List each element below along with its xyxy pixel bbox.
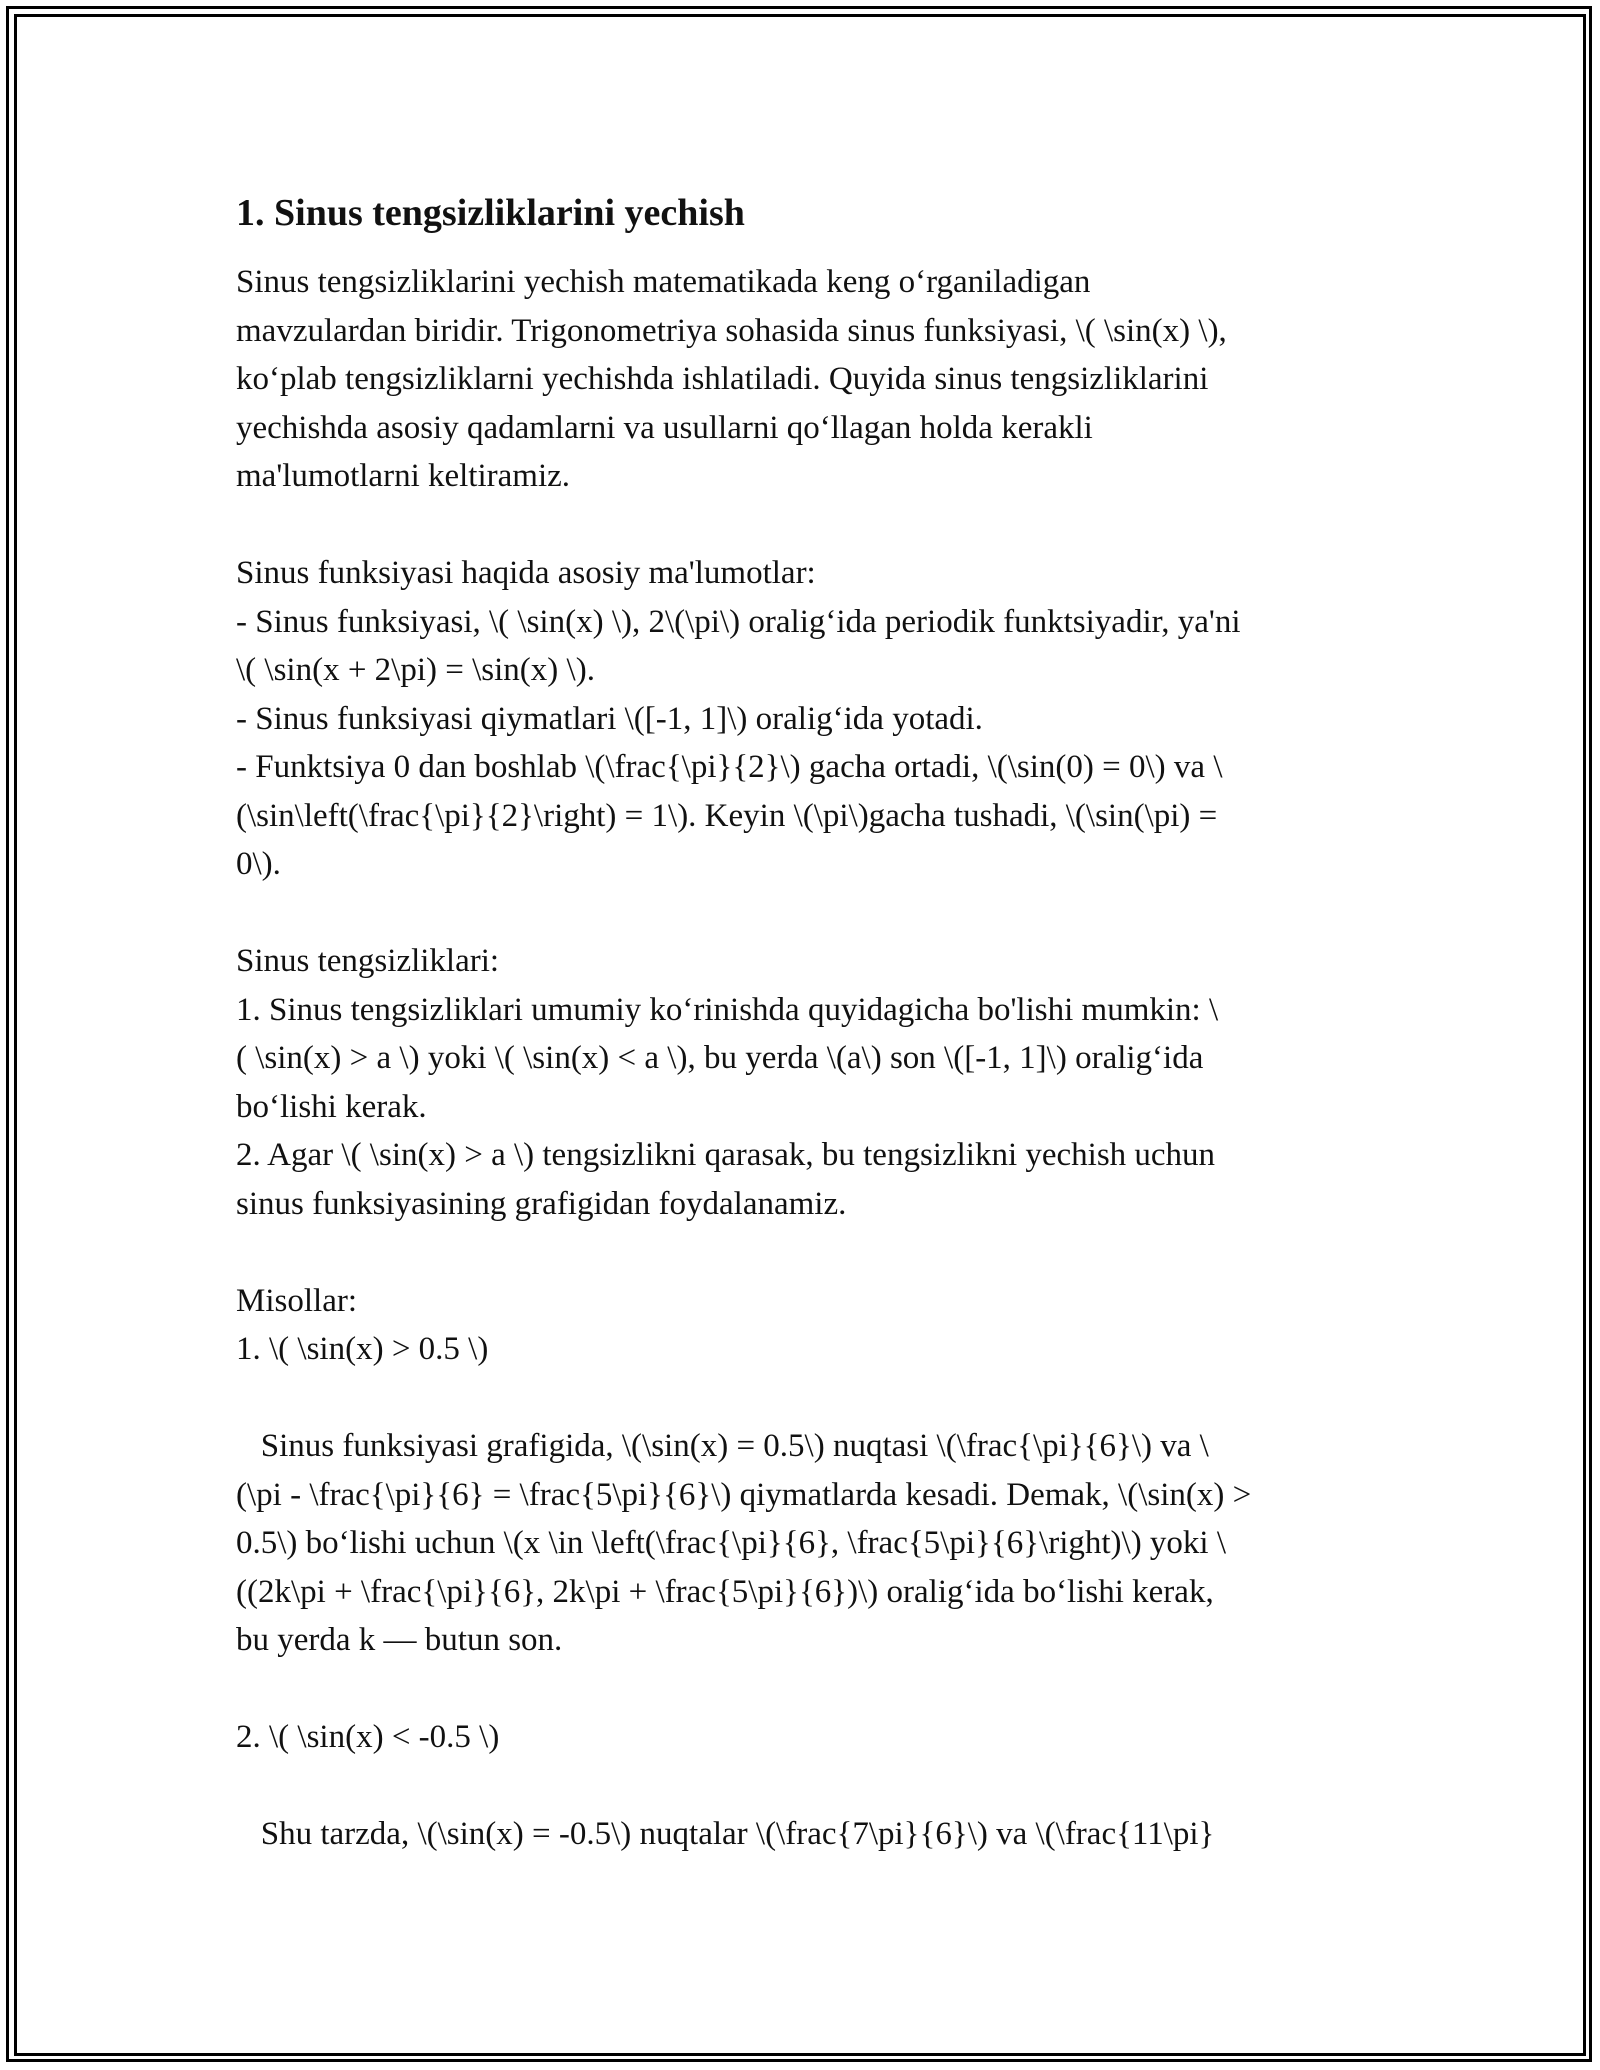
text-line: 0.5\) bo‘lishi uchun \(x \in \left(\frac{\pi}{6}, \frac{5\pi}{6}\right)\) yoki \ xyxy=(236,1525,1227,1561)
text-line: sinus funksiyasining grafigidan foydalanamiz. xyxy=(236,1185,847,1222)
blank-line xyxy=(236,1374,1366,1423)
document-text xyxy=(236,258,1366,1859)
text-line: \( \sin(x + 2\pi) = \sin(x) \). xyxy=(236,652,595,688)
blank-line xyxy=(236,889,1366,938)
text-line: Sinus tengsizliklari: xyxy=(236,943,500,979)
text-line: Sinus tengsizliklarini yechish matematikada keng o‘rganiladigan xyxy=(236,264,1091,300)
blank-line xyxy=(236,1228,1366,1277)
text-line: (\pi - \frac{\pi}{6} = \frac{5\pi}{6}\) qiymatlarda kesadi. Demak, \(\sin(x) > xyxy=(236,1476,1252,1513)
text-line: 1. Sinus tengsizliklari umumiy ko‘rinishda quyidagicha bo'lishi mumkin: \ xyxy=(236,991,1219,1028)
text-line: - Funktsiya 0 dan boshlab \(\frac{\pi}{2}\) gacha ortadi, \(\sin(0) = 0\) va \ xyxy=(236,749,1223,785)
document-title: 1. Sinus tengsizliklarini yechish xyxy=(236,192,745,234)
text-line: bo‘lishi kerak. xyxy=(236,1088,427,1125)
blank-line xyxy=(236,501,1366,550)
text-line: ma'lumotlarni keltiramiz. xyxy=(236,458,571,494)
text-line: - Sinus funksiyasi, \( \sin(x) \), 2\(\pi\) oralig‘ida periodik funktsiyadir, ya'ni xyxy=(236,603,1241,640)
document-body xyxy=(236,182,1366,1859)
text-line: 2. \( \sin(x) < -0.5 \) xyxy=(236,1719,500,1755)
text-line: (\sin\left(\frac{\pi}{2}\right) = 1\). Keyin \(\pi\)gacha tushadi, \(\sin(\pi) = xyxy=(236,797,1218,834)
text-line: Misollar: xyxy=(236,1282,357,1319)
text-line: Shu tarzda, \(\sin(x) = -0.5\) nuqtalar \(\frac{7\pi}{6}\) va \(\frac{11\pi} xyxy=(236,1816,1215,1852)
text-line: ( \sin(x) > a \) yoki \( \sin(x) < a \), bu yerda \(a\) son \([-1, 1]\) oralig‘ida xyxy=(236,1040,1204,1076)
text-line: mavzulardan biridir. Trigonometriya sohasida sinus funksiyasi, \( \sin(x) \), xyxy=(236,312,1227,349)
text-line: 1. \( \sin(x) > 0.5 \) xyxy=(236,1331,489,1367)
text-line: bu yerda k — butun son. xyxy=(236,1622,563,1658)
text-line: ((2k\pi + \frac{\pi}{6}, 2k\pi + \frac{5\pi}{6})\) oralig‘ida bo‘lishi kerak, xyxy=(236,1573,1214,1610)
text-line: Sinus funksiyasi grafigida, \(\sin(x) = 0.5\) nuqtasi \(\frac{\pi}{6}\) va \ xyxy=(236,1428,1209,1464)
text-line: 0\). xyxy=(236,846,281,882)
blank-line xyxy=(236,1665,1366,1714)
text-line: ko‘plab tengsizliklarni yechishda ishlatiladi. Quyida sinus tengsizliklarini xyxy=(236,361,1209,397)
blank-line xyxy=(236,1762,1366,1811)
text-line: Sinus funksiyasi haqida asosiy ma'lumotlar: xyxy=(236,555,816,591)
text-line: - Sinus funksiyasi qiymatlari \([-1, 1]\) oralig‘ida yotadi. xyxy=(236,700,983,737)
text-line: yechishda asosiy qadamlarni va usullarni qo‘llagan holda kerakli xyxy=(236,409,1093,446)
text-line: 2. Agar \( \sin(x) > a \) tengsizlikni qarasak, bu tengsizlikni yechish uchun xyxy=(236,1137,1216,1173)
